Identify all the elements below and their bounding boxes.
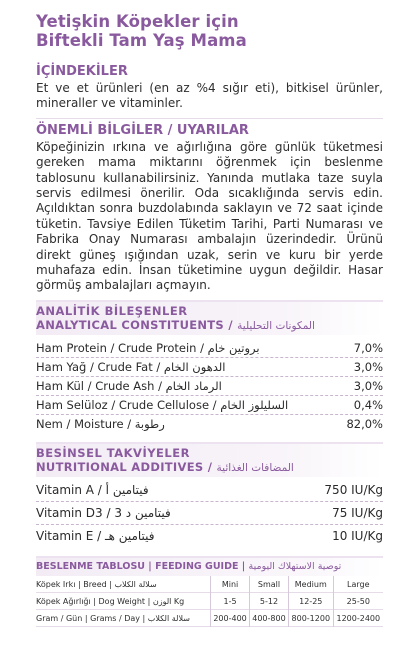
- analytical-label: Ham Protein / Crude Protein / بروتين خام: [36, 340, 260, 355]
- analytical-heading-tr: ANALİTİK BİLEŞENLER: [36, 303, 188, 318]
- feeding-heading: [36, 558, 383, 576]
- additive-value: 75 IU/Kg: [332, 505, 383, 520]
- additive-row: [36, 502, 383, 525]
- analytical-value: 3,0%: [353, 359, 383, 374]
- additive-label: Vitamin E / فيتامين هـ: [36, 529, 155, 544]
- table-row: [36, 576, 383, 593]
- analytical-row: [36, 415, 383, 434]
- additive-label: Vitamin A / فيتامين أ: [36, 482, 149, 497]
- analytical-value: 7,0%: [353, 340, 383, 355]
- feeding-cell: 800-1200: [288, 610, 333, 627]
- additives-heading-tr: BESİNSEL TAKVİYELER: [36, 445, 190, 460]
- analytical-label: Nem / Moisture / رطوبة: [36, 417, 165, 432]
- feeding-cell: 12-25: [288, 593, 333, 610]
- additives-heading: [36, 442, 383, 477]
- feeding-cell: Small: [250, 576, 289, 593]
- title-line-2: Biftekli Tam Yaş Mama: [36, 31, 247, 50]
- feeding-cell: Large: [347, 579, 370, 589]
- table-row: [36, 610, 383, 627]
- ingredients-heading: İÇİNDEKİLER: [36, 64, 128, 79]
- feeding-cell: 400-800: [250, 610, 289, 627]
- feeding-table: [36, 576, 383, 628]
- analytical-label: Ham Selüloz / Crude Cellulose / السليلوز الخام: [36, 397, 289, 412]
- warnings-heading: ÖNEMLİ BİLGİLER / UYARILAR: [36, 118, 383, 138]
- analytical-value: 3,0%: [353, 378, 383, 393]
- additives-heading-ar: المضافات الغذائية: [216, 461, 294, 474]
- analytical-label: Ham Kül / Crude Ash / الرماد الخام: [36, 378, 222, 393]
- feeding-cell: Medium: [288, 576, 333, 593]
- feeding-row-label: Köpek Irkı | Breed | سلالة الكلاب: [36, 576, 211, 593]
- additive-row: [36, 479, 383, 502]
- analytical-heading-en: ANALYTICAL CONSTITUENTS /: [36, 317, 233, 332]
- feeding-cell: 25-50: [346, 596, 370, 606]
- additive-value: 10 IU/Kg: [332, 529, 383, 544]
- ingredients-text: Et ve et ürünleri (en az %4 sığır eti), bitkisel ürünler, mineraller ve vitaminler.: [36, 81, 383, 111]
- feeding-cell: 1-5: [211, 593, 250, 610]
- additive-label: Vitamin D3 / فيتامين د 3: [36, 505, 171, 520]
- analytical-heading-en-line: [36, 318, 383, 333]
- analytical-heading: [36, 300, 383, 335]
- analytical-list: [36, 339, 383, 434]
- warnings-text: Köpeğinizin ırkına ve ağırlığına göre günlük tüketmesi gereken mama miktarını öğrenmek için beslenme tablosunu kullanabilirsiniz. Yanında mutlaka taze suyla servis edilmesi önerilir. Oda sıcaklığında servis edin. Açıldıktan sonra buzdolabında saklayın ve 72 saat içinde tüketin. Tavsiye Edilen Tüketim Tarihi, Parti Numarası ve Fabrika Onay Numarası ambalajın üzerindedir. Ürünü direkt güneş ışığından uzak, serin ve kuru bir yerde muhafaza edin. İnsan tüketimine uygun değildir. Hasar görmüş ambalajları açmayın.: [36, 139, 383, 293]
- additives-heading-en: NUTRITIONAL ADDITIVES /: [36, 459, 213, 474]
- analytical-value: 82,0%: [346, 417, 383, 432]
- analytical-heading-ar: المكونات التحليلية: [237, 319, 315, 332]
- feeding-cell: 1200-2400: [336, 613, 381, 623]
- analytical-row: [36, 396, 383, 415]
- additives-list: [36, 479, 383, 548]
- feeding-cell: 5-12: [250, 593, 289, 610]
- additives-heading-en-line: [36, 460, 383, 475]
- table-row: [36, 593, 383, 610]
- feeding-cell: 200-400: [211, 610, 250, 627]
- feeding-cell: Mini: [211, 576, 250, 593]
- analytical-value: 0,4%: [353, 397, 383, 412]
- additive-value: 750 IU/Kg: [324, 482, 383, 497]
- additive-row: [36, 525, 383, 548]
- feeding-row-label: Köpek Ağırlığı | Dog Weight | الوزن Kg: [36, 593, 211, 610]
- feeding-guide: [36, 556, 383, 628]
- title-line-1: Yetişkin Köpekler için: [36, 12, 239, 31]
- feeding-row-label: Gram / Gün | Grams / Day | سلالة الكلاب: [36, 610, 211, 627]
- analytical-row: [36, 358, 383, 377]
- analytical-row: [36, 339, 383, 358]
- product-title: [36, 12, 383, 50]
- analytical-label: Ham Yağ / Crude Fat / الدهون الخام: [36, 359, 226, 374]
- feeding-heading-ar: توصية الاستهلاك اليومية: [248, 560, 342, 572]
- feeding-heading-text: BESLENME TABLOSU | FEEDING GUIDE |: [36, 560, 246, 572]
- analytical-row: [36, 377, 383, 396]
